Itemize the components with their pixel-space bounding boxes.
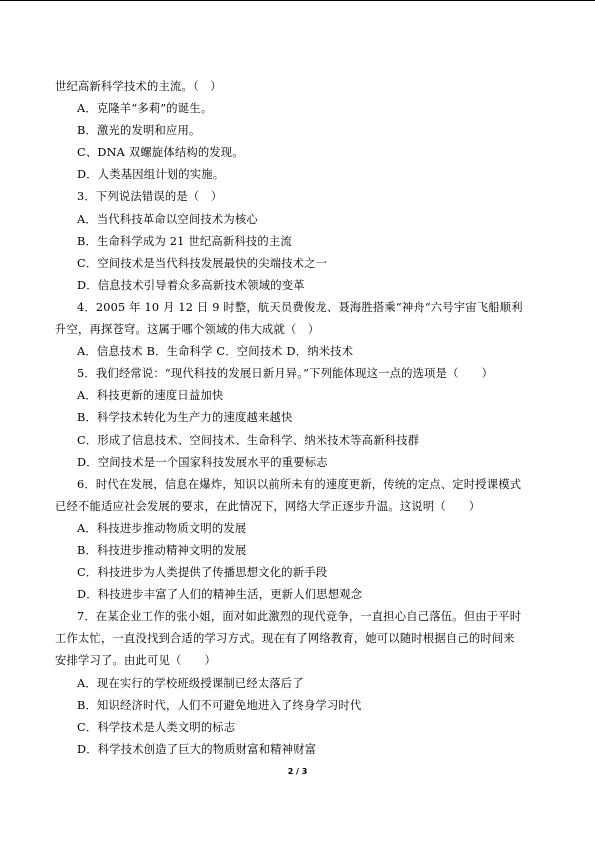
text-line: C．空间技术是当代科技发展最快的尖端技术之一 (77, 256, 328, 270)
text-line: D．空间技术是一个国家科技发展水平的重要标志 (77, 455, 328, 469)
text-line: D．人类基因组计划的实施。 (77, 168, 225, 182)
text-line: C．科学技术是人类文明的标志 (77, 720, 236, 734)
text-line: B．科技进步推动精神文明的发展 (77, 543, 247, 557)
text-line: D．信息技术引导着众多高新技术领域的变革 (77, 278, 305, 292)
text-line: B．激光的发明和应用。 (77, 124, 201, 138)
document-body (55, 76, 545, 761)
text-line: 安排学习了。由此可见（ ） (55, 654, 216, 668)
text-line: A．现在实行的学校班级授课制已经太落后了 (77, 676, 304, 690)
text-line: 7．在某企业工作的张小姐，面对如此激烈的现代竞争，一直担心自己落伍。但由于平时 (77, 610, 522, 624)
text-line: B．科学技术转化为生产力的速度越来越快 (77, 411, 293, 425)
page-number: 2 / 3 (287, 767, 308, 776)
text-line: 已经不能适应社会发展的要求，在此情况下，网络大学正逐步升温。这说明（ ） (55, 499, 481, 513)
text-line: D．科技进步丰富了人们的精神生活，更新人们思想观念 (77, 588, 363, 602)
text-line: A．当代科技革命以空间技术为核心 (77, 212, 258, 226)
text-line: 3．下列说法错误的是（ ） (77, 190, 223, 204)
text-line: 升空，再探苍穹。这属于哪个领域的伟大成就（ ） (55, 323, 320, 337)
text-line: A．信息技术 B．生命科学 C．空间技术 D．纳米技术 (77, 345, 354, 359)
text-line: C．科技进步为人类提供了传播思想文化的新手段 (77, 566, 328, 580)
text-line: C．形成了信息技术、空间技术、生命科学、纳米技术等高新科技群 (77, 433, 420, 447)
text-line: 6．时代在发展，信息在爆炸，知识以前所未有的速度更新，传统的定点、定时授课模式 (77, 477, 522, 491)
top-border-line (0, 0, 595, 1)
text-line: 5．我们经常说：“现代科技的发展日新月异。”下列能体现这一点的选项是（ ） (77, 367, 494, 381)
text-line: 4．2005 年 10 月 12 日 9 时整，航天员费俊龙、聂海胜搭乘“神舟“六号宇宙飞船顺利 (77, 300, 523, 314)
text-line: A．科技更新的速度日益加快 (77, 389, 224, 403)
text-line: D．科学技术创造了巨大的物质财富和精神财富 (77, 742, 317, 756)
text-line: 世纪高新科学技术的主流。（ ） (55, 80, 222, 93)
text-line: A．克隆羊“多莉”的诞生。 (77, 102, 213, 116)
text-line: B．知识经济时代，人们不可避免地进入了终身学习时代 (77, 698, 362, 712)
text-line: A．科技进步推动物质文明的发展 (77, 521, 247, 535)
text-line: 工作太忙，一直没找到合适的学习方式。现在有了网络教育，她可以随时根据自己的时间来 (55, 632, 515, 646)
text-line: C、DNA 双螺旋体结构的发现。 (77, 146, 244, 160)
text-line: B．生命科学成为 21 世纪高新科技的主流 (77, 234, 292, 248)
